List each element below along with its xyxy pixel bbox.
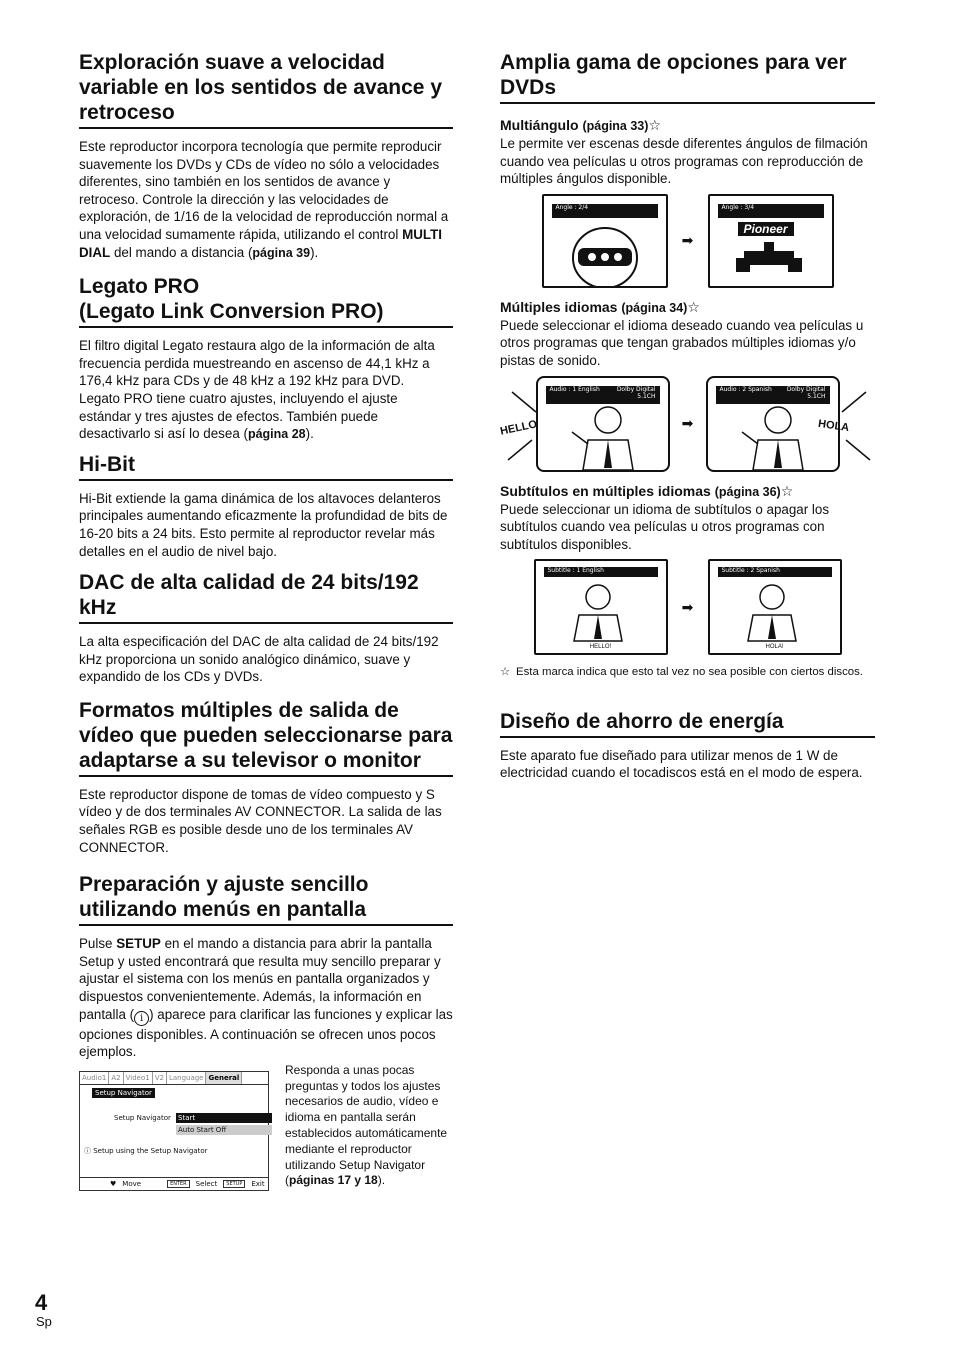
paragraph-dac: La alta especificación del DAC de alta calidad de 24 bits/192 kHz proporciona un sonido analógico dinámico, suave y expandido de los CDs y DVDs. <box>79 634 439 685</box>
setup-option-auto-start-off: Auto Start Off <box>176 1125 272 1135</box>
arrow-icon: ➡ <box>681 415 694 432</box>
hola-label: HOLA <box>816 417 850 434</box>
page-number: 4 <box>35 1290 48 1315</box>
audio-screen-2: Audio : 2 Spanish Dolby Digital 5.1CH <box>706 376 840 472</box>
paragraph-energy: Este aparato fue diseñado para utilizar menos de 1 W de electricidad cuando el tocadiscos está en el modo de espera. <box>500 747 863 781</box>
setup-tabs <box>80 1072 268 1085</box>
paragraph-video-formats: Este reproductor dispone de tomas de vídeo compuesto y S vídeo y de dos terminales AV CONNECTOR. La salida de las señales RGB es posible desde uno de los terminales AV CONNECTOR. <box>79 786 442 855</box>
heading-legato: Legato PRO (Legato Link Conversion PRO) <box>79 274 453 328</box>
heading-setup: Preparación y ajuste sencillo utilizando menús en pantalla <box>79 872 453 926</box>
section-setup <box>79 872 453 1191</box>
page-language: Sp <box>36 1314 52 1329</box>
section-hibit <box>79 452 453 560</box>
heading-video-formats: Formatos múltiples de salida de vídeo que pueden seleccionarse para adaptarse a su televisor o monitor <box>79 698 453 777</box>
man-speaking-illustration <box>710 561 840 653</box>
heading-dvd-options: Amplia gama de opciones para ver DVDs <box>500 50 875 104</box>
paragraph-subtitles: Puede seleccionar un idioma de subtítulos o apagar los subtítulos cuando vea películas u otros programas con subtítulos disponibles. <box>500 501 830 552</box>
subtitle-caption-2: HOLA! <box>765 644 784 651</box>
tab-audio1: Audio1 <box>80 1072 109 1084</box>
heading-hibit: Hi-Bit <box>79 452 453 481</box>
setup-row-label: Setup Navigator <box>114 1113 171 1122</box>
tab-video1: Video1 <box>124 1072 153 1084</box>
left-column <box>79 50 453 1191</box>
setup-figure-row <box>79 1062 453 1191</box>
section-legato <box>79 274 453 444</box>
tab-a2: A2 <box>109 1072 123 1084</box>
setup-option-start: Start <box>176 1113 272 1123</box>
paragraph-multiangle: Le permite ver escenas desde diferentes ángulos de filmación cuando vea películas u otros programas con reproducción de múltiples ángulos disponible. <box>500 136 868 187</box>
audio-screen-1-wrap <box>498 376 670 472</box>
sub-multilanguage <box>500 298 875 472</box>
setup-caption: Responda a unas pocas preguntas y todos los ajustes necesarios de audio, vídeo e idioma en pantalla serán establecidos automáticamente mediante el reproductor utilizando Setup Navigator (páginas 17 y 18). <box>285 1062 448 1188</box>
heading-smooth-scan: Exploración suave a velocidad variable en los sentidos de avance y retroceso <box>79 50 453 129</box>
man-speaking-illustration <box>536 561 666 653</box>
paragraph-smooth-scan: Este reproductor incorpora tecnología que permite reproducir suavemente los DVDs y CDs de vídeo no sólo a velocidades diferentes, sino también en los sentidos de avance y retroceso. Controle la dirección y las velocidades de exploración, de 1/16 de la velocidad de reproducción normal a una velocidad sumamente rápida, utilizando el control MULTI DIAL del mando a distancia (página 39). <box>79 139 449 260</box>
section-video-formats <box>79 698 453 856</box>
tab-general: General <box>206 1072 242 1084</box>
pioneer-logo: Pioneer <box>738 222 794 236</box>
multiangle-figure <box>500 194 875 288</box>
hello-label: HELLO <box>498 417 538 438</box>
sub-subtitles <box>500 482 875 656</box>
paragraph-legato-1: El filtro digital Legato restaura algo de la información de alta frecuencia perdida muestreando en ascenso de 44,1 kHz a 176,4 kHz para CDs y de 48 kHz a 192 kHz para DVD. <box>79 338 435 389</box>
subtitle-screen-2: Subtitle : 2 Spanish HOLA! <box>708 559 842 655</box>
heading-energy: Diseño de ahorro de energía <box>500 709 875 738</box>
tab-language: Language <box>167 1072 207 1084</box>
sub-multiangle <box>500 116 875 288</box>
subtitle-caption-1: HELLO! <box>589 644 612 651</box>
heading-multilanguage: Múltiples idiomas (página 34)☆ <box>500 298 700 315</box>
info-icon: i <box>134 1011 149 1026</box>
setup-navigator-screen <box>79 1071 269 1191</box>
subtitles-figure <box>500 559 875 655</box>
arrow-icon: ➡ <box>681 232 694 249</box>
paragraph-hibit: Hi-Bit extiende la gama dinámica de los altavoces delanteros principales aumentando eficazmente la profundidad de bits de 16-20 bits a 24 bits. Esto permite al reproductor revelar más detalles en el audio de nivel bajo. <box>79 490 448 559</box>
setup-footer: ♥ Move ENTER Select SETUP Exit <box>80 1177 268 1190</box>
setup-header: Setup Navigator <box>92 1088 155 1098</box>
section-smooth-scan <box>79 50 453 262</box>
footnote-star: ☆ Esta marca indica que esto tal vez no sea posible con ciertos discos. <box>500 666 863 679</box>
setup-info-line: ⓘ Setup using the Setup Navigator <box>84 1146 208 1155</box>
section-dac <box>79 570 453 686</box>
driver-helmet-illustration <box>544 196 666 286</box>
race-car-illustration <box>710 196 832 286</box>
section-energy <box>500 709 875 782</box>
move-icon: ♥ <box>110 1179 117 1188</box>
tab-v2: V2 <box>153 1072 167 1084</box>
arrow-icon: ➡ <box>681 598 694 615</box>
audio-screen-2-wrap <box>706 376 850 472</box>
heading-dac: DAC de alta calidad de 24 bits/192 kHz <box>79 570 453 624</box>
heading-multiangle: Multiángulo (página 33)☆ <box>500 117 661 133</box>
angle-screen-1: Angle : 2/4 <box>542 194 668 288</box>
audio-screen-1: Audio : 1 English Dolby Digital 5.1CH <box>536 376 670 472</box>
paragraph-multilanguage: Puede seleccionar el idioma deseado cuando vea películas u otros programas que tengan grabados múltiples idiomas y/o pistas de sonido. <box>500 317 864 368</box>
right-column <box>500 50 875 782</box>
heading-subtitles: Subtítulos en múltiples idiomas (página 36)☆ <box>500 482 794 499</box>
subtitle-screen-1: Subtitle : 1 English HELLO! <box>534 559 668 655</box>
angle-screen-2: Angle : 3/4 Pioneer <box>708 194 834 288</box>
multilanguage-figure <box>500 376 875 472</box>
paragraph-setup: Pulse SETUP en el mando a distancia para abrir la pantalla Setup y usted encontrará que resulta muy sencillo preparar y ajustar el sistema con los menús en pantalla organizados y dispuestos convenientemente. Además, la información en pantalla ( i ) aparece para clarificar las funciones y explicar las opciones disponibles. A continuación se ofrecen unos pocos ejemplos. <box>79 936 453 1060</box>
paragraph-legato-2: Legato PRO tiene cuatro ajustes, incluyendo el ajuste estándar y tres ajustes de efectos. También puede desactivarlo si así lo desea (página 28). <box>79 390 398 442</box>
